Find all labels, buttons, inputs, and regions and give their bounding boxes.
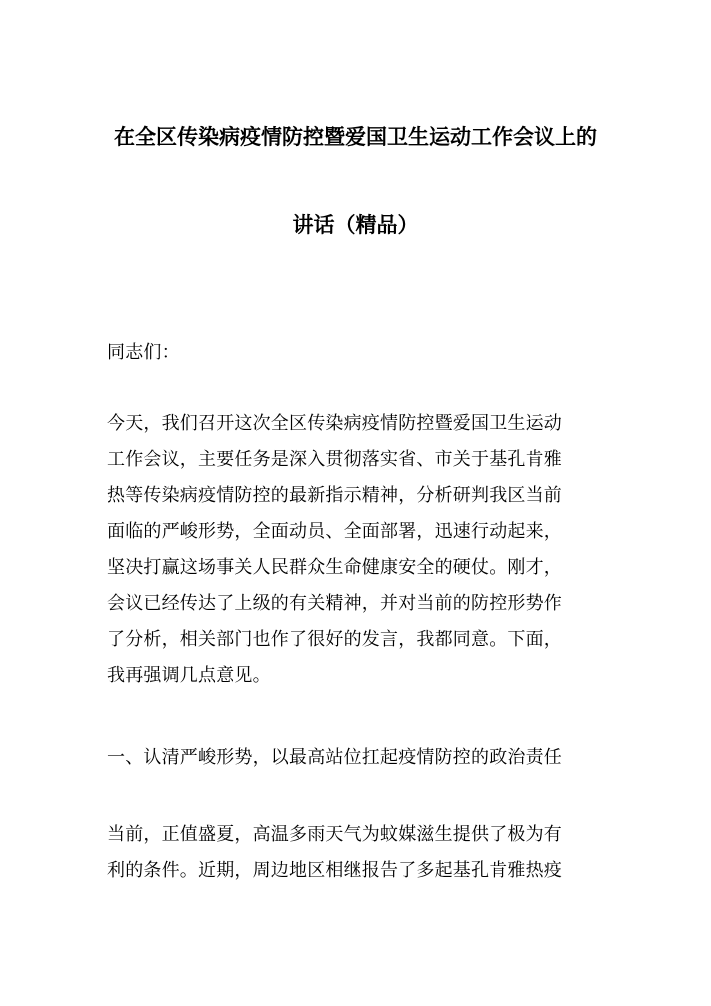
paragraph-1-line: 坚决打赢这场事关人民群众生命健康安全的硬仗。刚才， [107, 557, 562, 578]
paragraph-1-line: 面临的严峻形势，全面动员、全面部署，迅速行动起来， [107, 521, 562, 542]
paragraph-1 [107, 406, 607, 694]
paragraph-1-line: 会议已经传达了上级的有关精神，并对当前的防控形势作 [107, 593, 562, 614]
salutation [107, 335, 607, 371]
salutation-text: 同志们： [107, 342, 180, 363]
document-title-line-1: 在全区传染病疫情防控暨爱国卫生运动工作会议上的 [114, 125, 597, 149]
section-1-heading [107, 740, 607, 776]
paragraph-2-line: 当前，正值盛夏，高温多雨天气为蚊媒滋生提供了极为有 [107, 824, 562, 845]
paragraph-2-line: 利的条件。近期，周边地区相继报告了多起基孔肯雅热疫 [107, 860, 562, 881]
paragraph-1-line: 工作会议，主要任务是深入贯彻落实省、市关于基孔肯雅 [107, 449, 562, 470]
section-1-heading-text: 一、认清严峻形势，以最高站位扛起疫情防控的政治责任 [107, 747, 562, 768]
paragraph-2 [107, 817, 607, 889]
paragraph-1-line: 了分析，相关部门也作了很好的发言，我都同意。下面， [107, 629, 562, 650]
paragraph-1-line: 我再强调几点意见。 [107, 665, 271, 686]
paragraph-1-line: 今天，我们召开这次全区传染病疫情防控暨爱国卫生运动 [107, 413, 562, 434]
document-title-line-2: 讲话（精品） [292, 213, 419, 237]
paragraph-1-line: 热等传染病疫情防控的最新指示精神，分析研判我区当前 [107, 485, 562, 506]
